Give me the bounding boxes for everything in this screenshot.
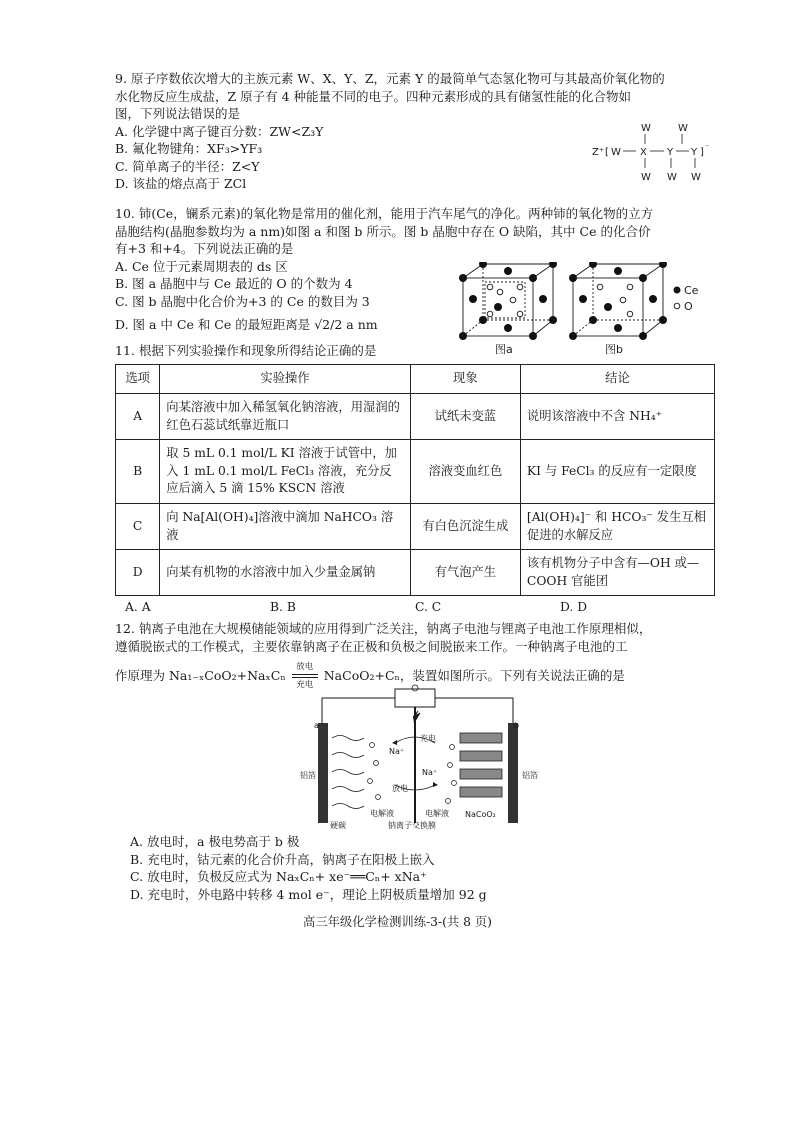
table-cell: 该有机物分子中含有—OH 或—COOH 官能团 [520,550,714,596]
na-ions-left [368,743,381,800]
foil-right-label: 铝箔 [522,771,538,780]
q12-reaction: 作原理为 Na₁₋ₓCoO₂+NaₓCₙ 放电 充电 NaCoO₂+Cₙ，装置如图所示。下列有关说法正确的是 [115,662,625,690]
q12-options [130,833,705,903]
q10-stem: 10. 铈(Ce，镧系元素)的氧化物是常用的催化剂，能用于汽车尾气的净化。两种铈的氧化物的立方 [115,206,654,221]
hard-carbon-label: 硬碳 [330,821,346,830]
figure-a-o-atoms [487,284,523,317]
charge-label: 充电 [420,734,436,743]
q9-stem: 9. 原子序数依次增大的主族元素 W、X、Y、Z，元素 Y 的最简单气态氢化物可与其最高价氧化物的 [115,71,665,86]
svg-text:]: ] [700,147,704,158]
electrode-a [318,723,328,823]
discharge-label: 放电 [392,784,408,793]
q10-stem: 有+3 和+4。下列说法正确的是 [115,241,294,256]
crystal-cell-figures [455,262,705,357]
q12-stem: 12. 钠离子电池在大规模储能领域的应用得到广泛关注，钠离子电池与锂离子电池工作原理相似， [115,621,652,636]
table-cell: 向某有机物的水溶液中加入少量金属钠 [160,550,411,596]
q11-choice-a: A. A [125,600,151,614]
svg-text:[: [ [605,147,609,158]
q9-stem: 水化物反应生成盐，Z 原子有 4 种能量不同的电子。四种元素形成的具有储氢性能的化合物如 [115,88,632,104]
q10-option-b: B. 图 a 晶胞中与 Ce 最近的 O 的个数为 4 [115,276,353,291]
question-12 [115,620,705,690]
legend-ce: Ce [684,284,699,297]
atom-w: W [641,123,651,134]
table-cell: 溶液变血红色 [410,440,520,504]
reversible-arrow: 放电 充电 [292,663,318,690]
cathode-label: NaCoO₂ [465,810,496,819]
legend-ce-marker [674,287,681,294]
q12-option-d: D. 充电时，外电路中转移 4 mol e⁻，理论上阴极质量增加 92 g [130,886,487,902]
atom-y: Y [691,147,698,158]
table-header: 实验操作 [160,365,411,394]
q11-choice-c: C. C [415,600,442,614]
q12-option-a: A. 放电时，a 极电势高于 b 极 [130,834,300,849]
na-ion-label: Na⁺ [422,768,438,777]
table-header: 现象 [410,365,520,394]
q11-answer-choices [125,600,705,614]
figure-b-label: 图b [605,343,623,356]
q11-choice-d: D. D [560,600,588,614]
na-ions-right [446,745,457,804]
electrode-b-label: b [514,721,520,730]
table-cell: B [116,440,160,504]
table-cell: 取 5 mL 0.1 mol/L KI 溶液于试管中，加入 1 mL 0.1 mol/L FeCl₃ 溶液，充分反应后滴入 5 滴 15% KSCN 溶液 [160,440,411,504]
q11-choice-b: B. B [270,600,296,614]
q11-table [115,364,715,596]
atom-w: W [691,172,701,183]
table-cell: [Al(OH)₄]⁻ 和 HCO₃⁻ 发生互相促进的水解反应 [520,504,714,550]
q10-option-a: A. Ce 位于元素周期表的 ds 区 [115,258,288,274]
legend-o: O [684,300,693,313]
table-cell: KI 与 FeCl₃ 的反应有一定限度 [520,440,714,504]
table-row [116,550,715,596]
anion-charge: ⁻ [705,142,710,151]
table-cell: A [116,394,160,440]
atom-w: W [667,172,677,183]
table-cell: 向 Na[Al(OH)₄]溶液中滴加 NaHCO₃ 溶液 [160,504,411,550]
q9-option-c: C. 简单离子的半径：Z<Y [115,158,260,174]
q9-option-b: B. 氟化物键角：XF₃>YF₃ [115,141,263,156]
page-footer: 高三年级化学检测训练-3-(共 8 页) [303,915,492,929]
q12-stem: 遵循脱嵌式的工作模式，主要依靠钠离子在正极和负极之间脱嵌来工作。一种钠离子电池的工 [115,638,628,654]
q9-option-d: D. 该盐的熔点高于 ZCl [115,176,247,191]
table-header: 选项 [116,365,160,394]
table-cell: C [116,504,160,550]
table-cell: 有白色沉淀生成 [410,504,520,550]
atom-x: X [640,147,647,158]
table-cell: 有气泡产生 [410,550,520,596]
q12-option-c: C. 放电时，负极反应式为 NaₓCₙ+ xe⁻══Cₙ+ xNa⁺ [130,869,427,884]
cation-z: Z⁺ [592,147,605,158]
legend-o-marker [674,303,680,309]
q11-stem: 11. 根据下列实验操作和现象所得结论正确的是 [115,343,377,358]
electrolyte-left-label: 电解液 [370,809,394,818]
table-cell: 向某溶液中加入稀氢氧化钠溶液，用湿润的红色石蕊试纸靠近瓶口 [160,394,411,440]
na-ion-label: Na⁺ [389,747,405,756]
q10-option-c: C. 图 b 晶胞中化合价为+3 的 Ce 的数目为 3 [115,293,370,309]
q9-structure-diagram [592,120,712,186]
table-row [116,394,715,440]
electrode-b [508,723,518,823]
table-row [116,504,715,550]
table-row [116,440,715,504]
q12-option-b: B. 充电时，钴元素的化合价升高，钠离子在阳极上嵌入 [130,851,435,867]
table-header-row [116,365,715,394]
atom-w: W [611,147,621,158]
figure-a-label: 图a [495,343,513,356]
foil-left-label: 铝箔 [300,771,316,780]
figure-b-o-atoms [597,284,633,317]
load-box [395,689,435,707]
q10-option-d: D. 图 a 中 Ce 和 Ce 的最短距离是 √2/2 a nm [115,317,378,332]
table-cell: D [116,550,160,596]
cathode-layers [460,733,502,797]
membrane-label: 钠离子交换膜 [388,821,436,830]
table-cell: 试纸未变蓝 [410,394,520,440]
atom-w: W [641,172,651,183]
electrode-a-label: a [314,721,319,730]
q9-stem: 图，下列说法错误的是 [115,106,241,121]
hard-carbon-layers [332,736,364,809]
electrolyte-right-label: 电解液 [425,809,449,818]
q9-option-a: A. 化学键中离子键百分数：ZW<Z₃Y [115,123,324,139]
q10-stem: 晶胞结构(晶胞参数均为 a nm)如图 a 和图 b 所示。图 b 晶胞中存在 O 缺陷，其中 Ce 的化合价 [115,223,651,239]
table-header: 结论 [520,365,714,394]
battery-diagram [300,683,540,833]
atom-y: Y [667,147,674,158]
table-cell: 说明该溶液中不含 NH₄⁺ [520,394,714,440]
atom-w: W [678,123,688,134]
